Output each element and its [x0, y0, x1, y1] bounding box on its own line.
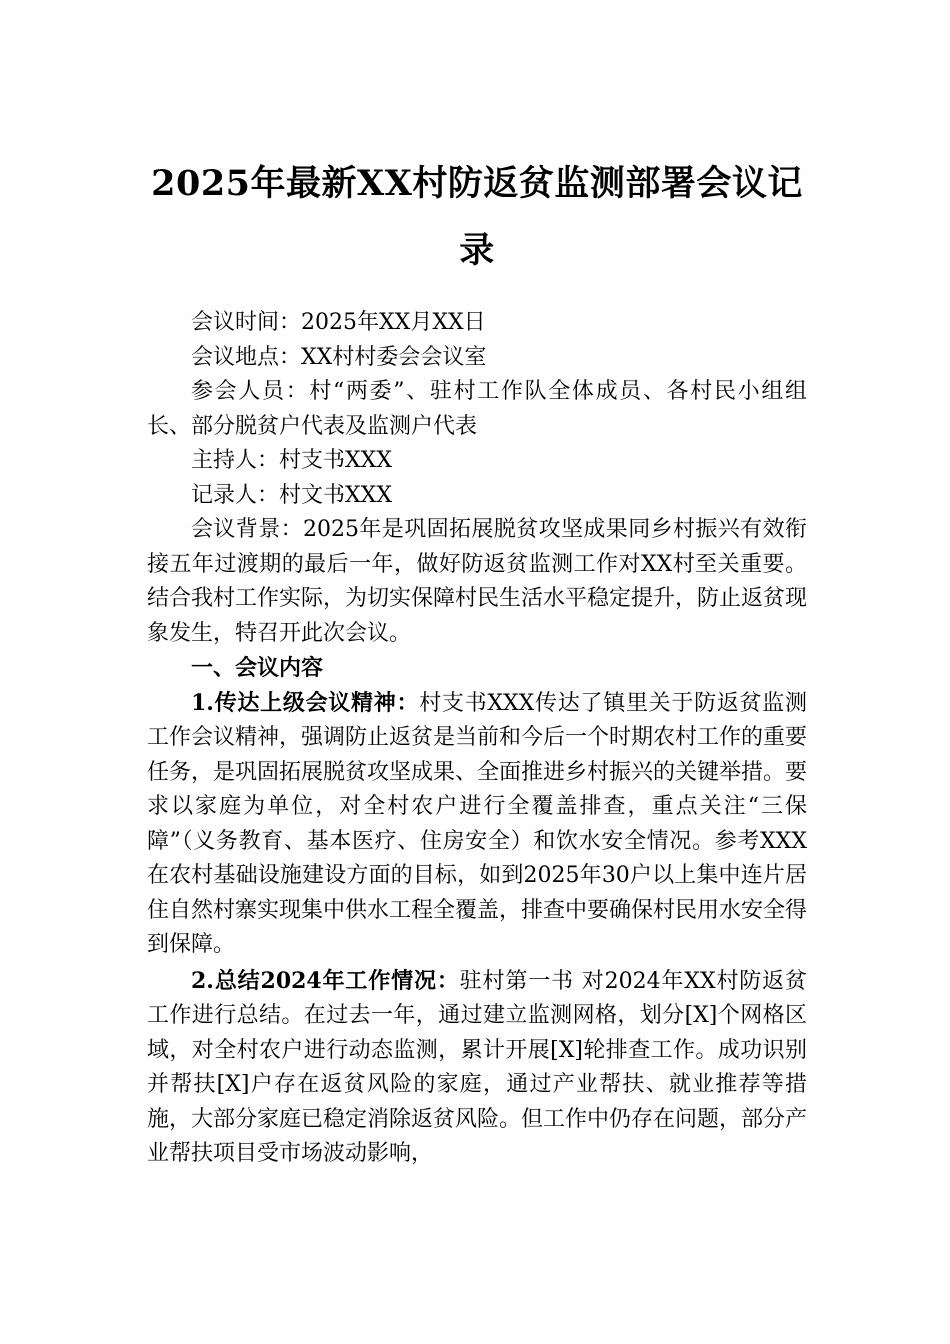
- section-heading-meeting-content: 一、会议内容: [191, 655, 324, 681]
- content-item-2-text: 驻村第一书 对2024年XX村防返贫工作进行总结。在过去一年，通过建立监测网格，划分[X]个网格区域，对全村农户进行动态监测，累计开展[X]轮排查工作。成功识别并帮扶[X]户存在返贫风险的家庭，通过产业帮扶、就业推荐等措施，大部分家庭已稳定消除返贫风险。但工作中仍存在问题，部分产业帮扶项目受市场波动影响，: [147, 968, 808, 1166]
- content-item-1-text: 村支书XXX传达了镇里关于防返贫监测工作会议精神，强调防止返贫是当前和今后一个时期农村工作的重要任务，是巩固拓展脱贫攻坚成果、全面推进乡村振兴的关键举措。要求以家庭为单位，对全村农户进行全覆盖排查，重点关注“三保障”（义务教育、基本医疗、住房安全）和饮水安全情况。参考XXX在农村基础设施建设方面的目标，如到2025年30户以上集中连片居住自然村寨实现集中供水工程全覆盖，排查中要确保村民用水安全得到保障。: [147, 690, 808, 957]
- meeting-time: 会议时间：2025年XX月XX日: [191, 310, 486, 335]
- content-item-1: [147, 686, 807, 963]
- meeting-host: 主持人：村支书XXX: [191, 448, 392, 473]
- meeting-background: 会议背景：2025年是巩固拓展脱贫攻坚成果同乡村振兴有效衔接五年过渡期的最后一年，做好防返贫监测工作对XX村至关重要。结合我村工作实际，为切实保障村民生活水平稳定提升，防止返贫现象发生，特召开此次会议。: [147, 517, 808, 646]
- meeting-recorder: 记录人：村文书XXX: [191, 482, 392, 508]
- content-item-2-lead: 2.总结2024年工作情况：: [191, 967, 460, 994]
- meeting-attendees: 参会人员：村“两委”、驻村工作队全体成员、各村民小组组长、部分脱贫户代表及监测户代表: [147, 379, 807, 439]
- content-item-1-lead: 1.传达上级会议精神：: [191, 689, 420, 716]
- document-title: 2025年最新XX村防返贫监测部署会议记录: [151, 163, 803, 271]
- document-body: [147, 306, 807, 1172]
- content-item-2: [147, 964, 807, 1172]
- meeting-place: 会议地点：XX村村委会会议室: [191, 344, 487, 370]
